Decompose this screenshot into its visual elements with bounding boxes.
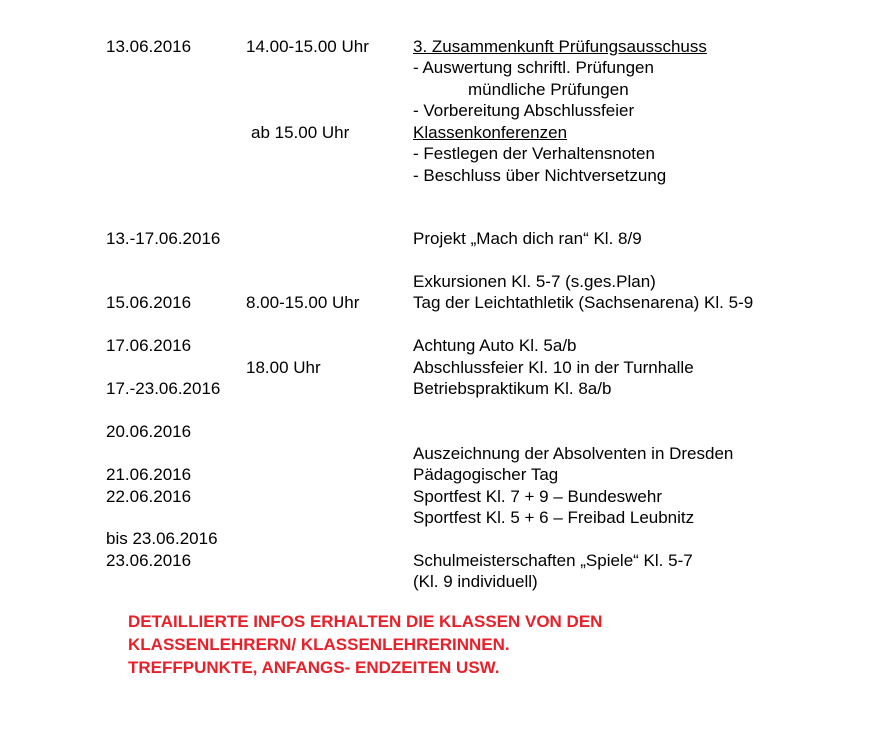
time-ab-15: ab 15.00 Uhr — [251, 123, 350, 142]
event-klassenkonferenzen-heading: Klassenkonferenzen — [413, 123, 568, 142]
event-leichtathletik: Tag der Leichtathletik (Sachsenarena) Kl. 5-9 — [413, 293, 754, 312]
event-sportfest-5-6: Sportfest Kl. 5 + 6 – Freibad Leubnitz — [413, 508, 695, 527]
date-17-23-06: 17.-23.06.2016 — [106, 379, 221, 398]
time-18: 18.00 Uhr — [246, 358, 321, 377]
date-15-06: 15.06.2016 — [106, 293, 192, 312]
event-kl9-individuell: (Kl. 9 individuell) — [413, 572, 538, 591]
event-nichtversetzung: - Beschluss über Nichtversetzung — [413, 166, 667, 185]
event-auszeichnung: Auszeichnung der Absolventen in Dresden — [413, 444, 734, 463]
date-23-06: 23.06.2016 — [106, 551, 192, 570]
event-vorbereitung: - Vorbereitung Abschlussfeier — [413, 101, 635, 120]
event-schulmeisterschaften: Schulmeisterschaften „Spiele“ Kl. 5-7 — [413, 551, 693, 570]
date-17-06: 17.06.2016 — [106, 336, 192, 355]
notice-line-3: TREFFPUNKTE, ANFANGS- ENDZEITEN USW. — [128, 658, 500, 677]
event-auswertung: - Auswertung schriftl. Prüfungen — [413, 58, 654, 77]
notice-line-1: DETAILLIERTE INFOS ERHALTEN DIE KLASSEN VON DEN — [128, 612, 603, 631]
event-muendliche: mündliche Prüfungen — [468, 80, 629, 99]
event-projekt: Projekt „Mach dich ran“ Kl. 8/9 — [413, 229, 642, 248]
event-achtung-auto: Achtung Auto Kl. 5a/b — [413, 336, 577, 355]
time-14-15: 14.00-15.00 Uhr — [246, 37, 369, 56]
date-20-06: 20.06.2016 — [106, 422, 192, 441]
event-abschlussfeier: Abschlussfeier Kl. 10 in der Turnhalle — [413, 358, 694, 377]
date-13-06: 13.06.2016 — [106, 37, 192, 56]
event-pruefungsausschuss-heading: 3. Zusammenkunft Prüfungsausschuss — [413, 37, 707, 56]
event-sportfest-7-9: Sportfest Kl. 7 + 9 – Bundeswehr — [413, 487, 663, 506]
time-8-15: 8.00-15.00 Uhr — [246, 293, 360, 312]
event-exkursionen: Exkursionen Kl. 5-7 (s.ges.Plan) — [413, 272, 656, 291]
event-betriebspraktikum: Betriebspraktikum Kl. 8a/b — [413, 379, 612, 398]
date-22-06: 22.06.2016 — [106, 487, 192, 506]
notice-line-2: KLASSENLEHRERN/ KLASSENLEHRERINNEN. — [128, 635, 510, 654]
event-verhaltensnoten: - Festlegen der Verhaltensnoten — [413, 144, 655, 163]
date-13-17-06: 13.-17.06.2016 — [106, 229, 221, 248]
date-21-06: 21.06.2016 — [106, 465, 192, 484]
event-paedagogischer-tag: Pädagogischer Tag — [413, 465, 559, 484]
date-bis-23-06: bis 23.06.2016 — [106, 529, 218, 548]
